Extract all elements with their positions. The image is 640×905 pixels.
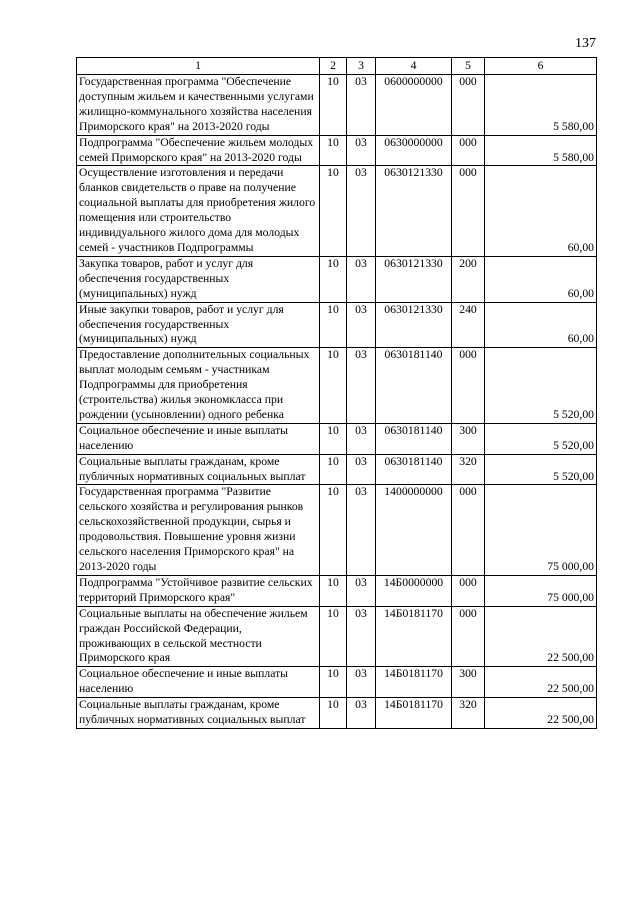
row-amount: 60,00 — [485, 302, 597, 348]
row-target-code: 0630121330 — [376, 302, 452, 348]
table-row — [77, 135, 597, 166]
row-target-code: 14Б0181170 — [376, 698, 452, 729]
row-expense-type: 000 — [452, 75, 485, 136]
table-row — [77, 256, 597, 302]
column-header: 2 — [320, 58, 347, 75]
table-row — [77, 485, 597, 575]
row-amount: 5 580,00 — [485, 135, 597, 166]
row-subsection: 03 — [347, 348, 376, 424]
row-section: 10 — [320, 166, 347, 256]
row-target-code: 0630121330 — [376, 256, 452, 302]
row-amount: 5 580,00 — [485, 75, 597, 136]
row-amount: 5 520,00 — [485, 454, 597, 485]
row-name: Подпрограмма "Обеспечение жильем молодых семей Приморского края" на 2013-2020 годы — [77, 135, 320, 166]
table-row — [77, 667, 597, 698]
row-expense-type: 300 — [452, 423, 485, 454]
row-expense-type: 200 — [452, 256, 485, 302]
row-expense-type: 000 — [452, 166, 485, 256]
table-row — [77, 454, 597, 485]
row-subsection: 03 — [347, 454, 376, 485]
row-target-code: 0630181140 — [376, 454, 452, 485]
row-name: Социальные выплаты гражданам, кроме публичных нормативных социальных выплат — [77, 698, 320, 729]
row-name: Предоставление дополнительных социальных выплат молодым семьям - участникам Подпрограммы для приобретения (строительства) жилья экономкласса при рождении (усыновлении) одного ребенка — [77, 348, 320, 424]
row-target-code: 0630181140 — [376, 348, 452, 424]
row-expense-type: 000 — [452, 606, 485, 667]
row-section: 10 — [320, 485, 347, 575]
row-target-code: 0600000000 — [376, 75, 452, 136]
row-section: 10 — [320, 423, 347, 454]
row-subsection: 03 — [347, 698, 376, 729]
table-row — [77, 423, 597, 454]
row-name: Социальные выплаты гражданам, кроме публичных нормативных социальных выплат — [77, 454, 320, 485]
row-name: Иные закупки товаров, работ и услуг для обеспечения государственных (муниципальных) нужд — [77, 302, 320, 348]
row-section: 10 — [320, 667, 347, 698]
row-section: 10 — [320, 135, 347, 166]
row-section: 10 — [320, 256, 347, 302]
row-name: Закупка товаров, работ и услуг для обеспечения государственных (муниципальных) нужд — [77, 256, 320, 302]
row-subsection: 03 — [347, 75, 376, 136]
row-section: 10 — [320, 454, 347, 485]
table-row — [77, 348, 597, 424]
row-section: 10 — [320, 75, 347, 136]
column-header: 5 — [452, 58, 485, 75]
row-name: Осуществление изготовления и передачи бланков свидетельств о праве на получение социальной выплаты для приобретения жилого помещения или строительство индивидуального жилого дома для молодых семей - участников Подпрограммы — [77, 166, 320, 256]
row-name: Социальное обеспечение и иные выплаты населению — [77, 667, 320, 698]
row-amount: 5 520,00 — [485, 423, 597, 454]
row-section: 10 — [320, 348, 347, 424]
row-target-code: 1400000000 — [376, 485, 452, 575]
table-row — [77, 698, 597, 729]
table-row — [77, 75, 597, 136]
row-subsection: 03 — [347, 667, 376, 698]
column-header: 4 — [376, 58, 452, 75]
row-amount: 60,00 — [485, 166, 597, 256]
row-expense-type: 000 — [452, 348, 485, 424]
column-header: 3 — [347, 58, 376, 75]
row-subsection: 03 — [347, 256, 376, 302]
row-amount: 22 500,00 — [485, 606, 597, 667]
row-subsection: 03 — [347, 135, 376, 166]
row-amount: 75 000,00 — [485, 575, 597, 606]
column-header: 1 — [77, 58, 320, 75]
row-section: 10 — [320, 606, 347, 667]
row-expense-type: 000 — [452, 485, 485, 575]
row-section: 10 — [320, 698, 347, 729]
row-expense-type: 240 — [452, 302, 485, 348]
row-name: Государственная программа "Развитие сельского хозяйства и регулирования рынков сельскохозяйственной продукции, сырья и продовольствия. Повышение уровня жизни сельского населения Приморского края" на 2013-2020 годы — [77, 485, 320, 575]
column-header: 6 — [485, 58, 597, 75]
row-name: Социальное обеспечение и иные выплаты населению — [77, 423, 320, 454]
row-target-code: 14Б0181170 — [376, 667, 452, 698]
row-target-code: 14Б0181170 — [376, 606, 452, 667]
page-number: 137 — [575, 36, 596, 51]
table-row — [77, 166, 597, 256]
row-amount: 5 520,00 — [485, 348, 597, 424]
row-amount: 22 500,00 — [485, 667, 597, 698]
row-expense-type: 320 — [452, 698, 485, 729]
row-name: Государственная программа "Обеспечение доступным жильем и качественными услугами жилищно-коммунального хозяйства населения Приморского края" на 2013-2020 годы — [77, 75, 320, 136]
row-target-code: 0630181140 — [376, 423, 452, 454]
row-subsection: 03 — [347, 302, 376, 348]
row-amount: 75 000,00 — [485, 485, 597, 575]
row-target-code: 0630000000 — [376, 135, 452, 166]
table-row — [77, 302, 597, 348]
budget-table — [76, 57, 597, 729]
row-subsection: 03 — [347, 606, 376, 667]
row-section: 10 — [320, 302, 347, 348]
row-expense-type: 300 — [452, 667, 485, 698]
row-name: Социальные выплаты на обеспечение жильем граждан Российской Федерации, проживающих в сельской местности Приморского края — [77, 606, 320, 667]
row-expense-type: 000 — [452, 135, 485, 166]
row-subsection: 03 — [347, 485, 376, 575]
row-subsection: 03 — [347, 166, 376, 256]
row-subsection: 03 — [347, 423, 376, 454]
row-target-code: 0630121330 — [376, 166, 452, 256]
row-name: Подпрограмма "Устойчивое развитие сельских территорий Приморского края" — [77, 575, 320, 606]
table-row — [77, 575, 597, 606]
row-section: 10 — [320, 575, 347, 606]
row-subsection: 03 — [347, 575, 376, 606]
row-expense-type: 000 — [452, 575, 485, 606]
row-expense-type: 320 — [452, 454, 485, 485]
row-amount: 60,00 — [485, 256, 597, 302]
row-target-code: 14Б0000000 — [376, 575, 452, 606]
table-row — [77, 606, 597, 667]
table-header-row — [77, 58, 597, 75]
row-amount: 22 500,00 — [485, 698, 597, 729]
